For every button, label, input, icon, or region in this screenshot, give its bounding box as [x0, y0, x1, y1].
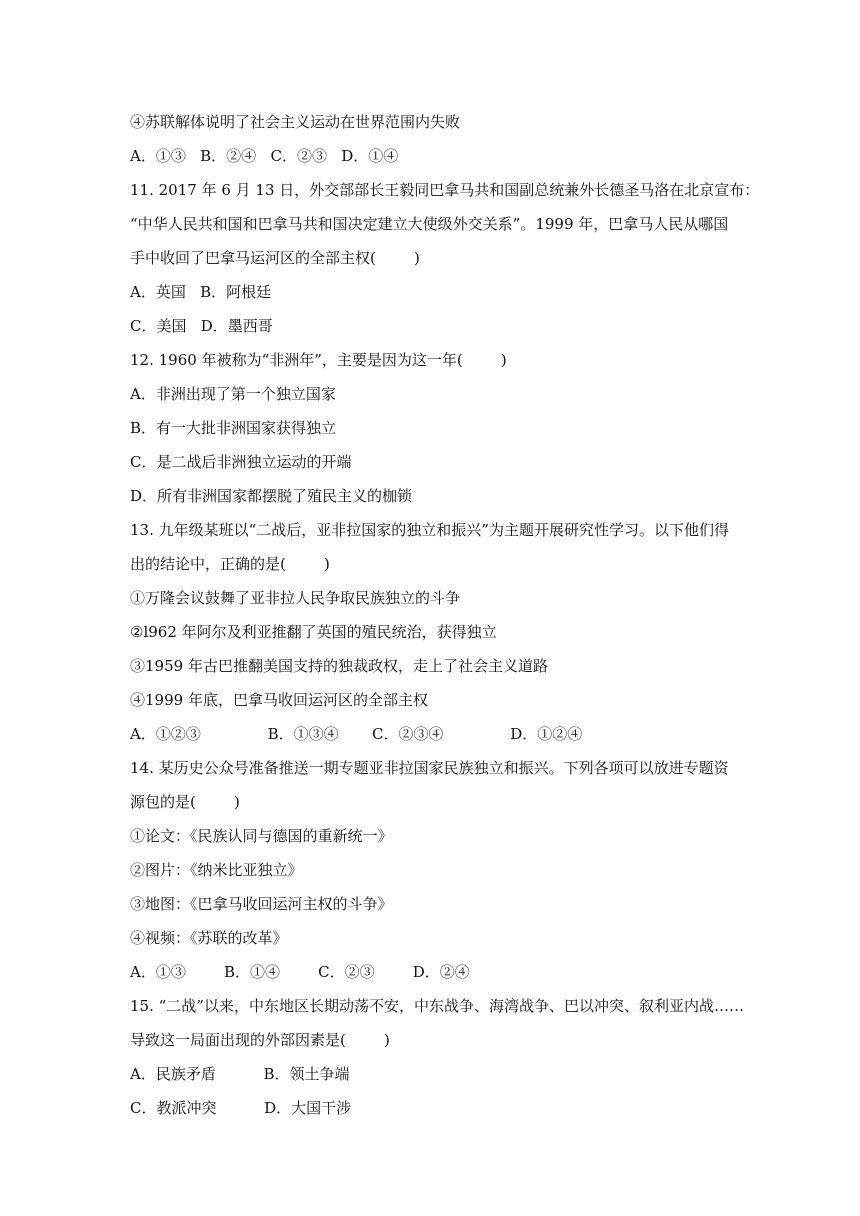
q12-stem: 12. 1960 年被称为“非洲年”，主要是因为这一年( )	[130, 351, 507, 369]
statement-4-line: ④苏联解体说明了社会主义运动在世界范围内失败	[130, 113, 461, 131]
q14-item-3: ③地图：《巴拿马收回运河主权的斗争》	[130, 895, 393, 913]
q11-stem-line-1: 11. 2017 年 6 月 13 日，外交部部长王毅同巴拿马共和国副总统兼外长德圣马洛在北京宣布：	[130, 181, 760, 199]
q14-options: A．①③ B．①④ C．②③ D．②④	[130, 963, 470, 981]
q15-options-row-2: C．教派冲突 D．大国干涉	[130, 1099, 352, 1117]
q13-statement-2: ②l962 年阿尔及利亚推翻了英国的殖民统治，获得独立	[130, 623, 497, 641]
q12-option-c: C．是二战后非洲独立运动的开端	[130, 453, 352, 471]
q14-item-2: ②图片：《纳米比亚独立》	[130, 861, 303, 879]
q13-statement-1: ①万隆会议鼓舞了亚非拉人民争取民族独立的斗争	[130, 589, 461, 607]
q13-stem-line-1: 13. 九年级某班以“二战后，亚非拉国家的独立和振兴”为主题开展研究性学习。以下他们得	[130, 521, 729, 539]
q13-stem-line-2: 出的结论中，正确的是( )	[130, 555, 330, 573]
q15-stem-line-1: 15. “二战”以来，中东地区长期动荡不安，中东战争、海湾战争、巴以冲突、叙利亚内战……	[130, 997, 744, 1015]
q11-options-row-1: A．英国 B．阿根廷	[130, 283, 272, 301]
q11-options-row-2: C．美国 D．墨西哥	[130, 317, 273, 335]
q15-options-row-1: A．民族矛盾 B．领土争端	[130, 1065, 350, 1083]
q11-stem-line-2: “中华人民共和国和巴拿马共和国决定建立大使级外交关系”。1999 年，巴拿马人民从哪国	[130, 215, 729, 233]
q11-stem-line-3: 手中收回了巴拿马运河区的全部主权( )	[130, 249, 420, 267]
q14-stem-line-2: 源包的是( )	[130, 793, 240, 811]
q12-option-a: A．非洲出现了第一个独立国家	[130, 385, 336, 403]
q14-item-1: ①论文：《民族认同与德国的重新统一》	[130, 827, 393, 845]
q10-options: A．①③ B．②④ C．②③ D．①④	[130, 147, 399, 165]
q13-options: A．①②③ B．①③④ C．②③④ D．①②④	[130, 725, 583, 743]
q15-stem-line-2: 导致这一局面出现的外部因素是( )	[130, 1031, 390, 1049]
q12-option-b: B．有一大批非洲国家获得独立	[130, 419, 337, 437]
q13-statement-4: ④1999 年底，巴拿马收回运河区的全部主权	[130, 691, 428, 709]
q14-stem-line-1: 14. 某历史公众号准备推送一期专题亚非拉国家民族独立和振兴。下列各项可以放进专题资	[130, 759, 729, 777]
q12-option-d: D．所有非洲国家都摆脱了殖民主义的枷锁	[130, 487, 413, 505]
q14-item-4: ④视频：《苏联的改革》	[130, 929, 288, 947]
q13-statement-3: ③1959 年古巴推翻美国支持的独裁政权，走上了社会主义道路	[130, 657, 548, 675]
